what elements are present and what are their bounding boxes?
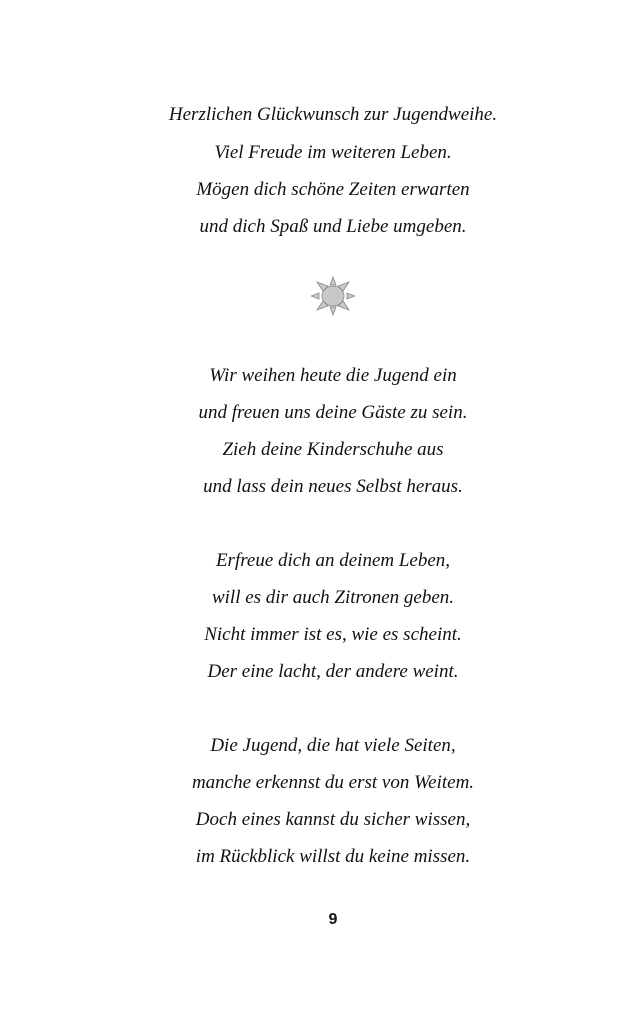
poem-line: und freuen uns deine Gäste zu sein. xyxy=(198,402,468,423)
poem-line: Doch eines kannst du sicher wissen, xyxy=(195,809,471,830)
poem-line: manche erkennst du erst von Weitem. xyxy=(191,772,475,793)
poem-line: will es dir auch Zitronen geben. xyxy=(211,587,455,608)
poem-line: und dich Spaß und Liebe umgeben. xyxy=(199,216,467,237)
poem-line: Viel Freude im weiteren Leben. xyxy=(214,142,452,163)
poem-line: im Rückblick willst du keine missen. xyxy=(195,846,471,867)
poem-line: Herzlichen Glückwunsch zur Jugendweihe. xyxy=(168,104,498,125)
poem-line: Der eine lacht, der andere weint. xyxy=(207,661,459,682)
sun-icon xyxy=(311,276,355,316)
poem-line: Zieh deine Kinderschuhe aus xyxy=(222,439,444,460)
poem-line: Erfreue dich an deinem Leben, xyxy=(215,550,451,571)
page-number: 9 xyxy=(328,911,338,928)
poem-line: Nicht immer ist es, wie es scheint. xyxy=(204,624,462,645)
poem-line: und lass dein neues Selbst heraus. xyxy=(203,476,463,497)
poem-line: Die Jugend, die hat viele Seiten, xyxy=(210,735,456,756)
poem-line: Wir weihen heute die Jugend ein xyxy=(209,365,457,386)
poem-line: Mögen dich schöne Zeiten erwarten xyxy=(196,179,470,200)
